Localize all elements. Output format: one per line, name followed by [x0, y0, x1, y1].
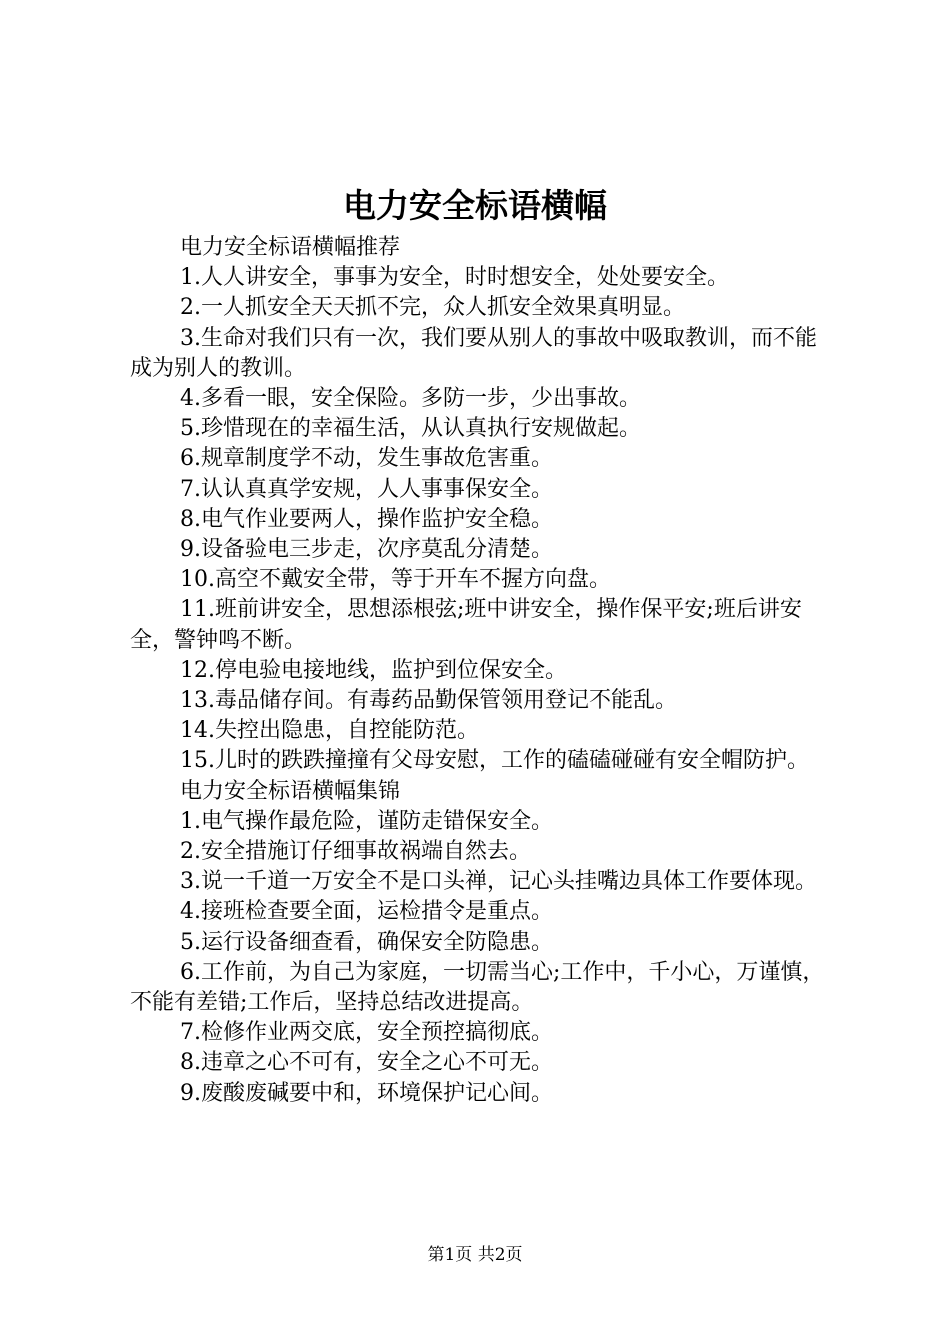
slogan-item: 15.儿时的跌跌撞撞有父母安慰，工作的磕磕碰碰有安全帽防护。 [180, 748, 809, 774]
section-heading-collection: 电力安全标语横幅集锦 [180, 778, 401, 804]
slogan-item: 11.班前讲安全，思想添根弦;班中讲安全，操作保平安;班后讲安全，警钟鸣不断。 [130, 597, 802, 653]
slogan-item: 6.工作前，为自己为家庭，一切需当心;工作中，千小心，万谨慎，不能有差错;工作后，坚持总结改进提高。 [130, 959, 825, 1016]
slogan-item: 5.运行设备细查看，确保安全防隐患。 [180, 929, 553, 955]
slogan-item: 7.认认真真学安规，人人事事保安全。 [180, 476, 553, 502]
slogan-item: 1.电气操作最危险，谨防走错保安全。 [180, 808, 553, 834]
slogan-item: 10.高空不戴安全带，等于开车不握方向盘。 [180, 567, 611, 593]
slogan-item: 13.毒品储存间。有毒药品勤保管领用登记不能乱。 [180, 688, 677, 714]
slogan-item: 1.人人讲安全，事事为安全，时时想安全，处处要安全。 [180, 265, 729, 291]
document-body [130, 233, 835, 1109]
slogan-item: 3.说一千道一万安全不是口头禅，记心头挂嘴边具体工作要体现。 [180, 869, 817, 895]
slogan-item: 4.多看一眼，安全保险。多防一步，少出事故。 [180, 386, 641, 412]
slogan-item: 5.珍惜现在的幸福生活，从认真执行安规做起。 [180, 416, 641, 442]
page-footer: 第1页 共2页 [427, 1245, 523, 1265]
page-title: 电力安全标语横幅 [343, 186, 607, 225]
slogan-item: 12.停电验电接地线，监护到位保安全。 [180, 657, 567, 683]
slogan-item: 7.检修作业两交底，安全预控搞彻底。 [180, 1020, 553, 1046]
slogan-item: 9.设备验电三步走，次序莫乱分清楚。 [180, 537, 553, 563]
slogan-item: 2.安全措施订仔细事故祸端自然去。 [180, 839, 531, 865]
section-heading-recommended: 电力安全标语横幅推荐 [180, 235, 401, 260]
slogan-item: 6.规章制度学不动，发生事故危害重。 [180, 446, 553, 472]
slogan-item: 8.违章之心不可有，安全之心不可无。 [180, 1050, 553, 1076]
slogan-item: 2.一人抓安全天天抓不完，众人抓安全效果真明显。 [180, 295, 685, 321]
slogan-item: 4.接班检查要全面，运检措令是重点。 [180, 899, 553, 925]
slogan-item: 3.生命对我们只有一次，我们要从别人的事故中吸取教训，而不能成为别人的教训。 [130, 325, 817, 381]
slogan-item: 9.废酸废碱要中和，环境保护记心间。 [180, 1080, 553, 1106]
slogan-item: 14.失控出隐患，自控能防范。 [180, 718, 479, 744]
slogan-item: 8.电气作业要两人，操作监护安全稳。 [180, 506, 553, 532]
